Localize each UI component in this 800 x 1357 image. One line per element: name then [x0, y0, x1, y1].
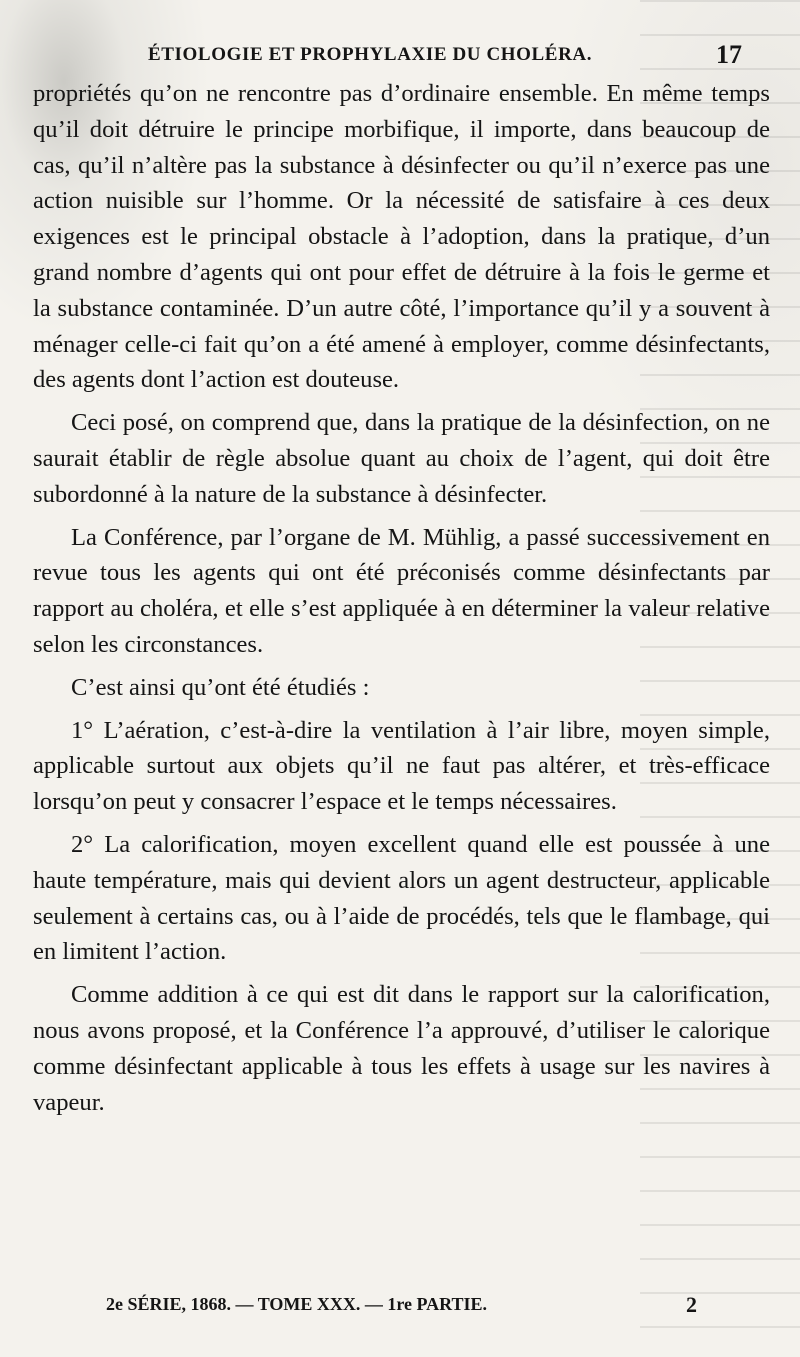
- footer-signature: 2e SÉRIE, 1868. — TOME XXX. — 1re PARTIE.: [106, 1294, 488, 1314]
- running-head-title: ÉTIOLOGIE ET PROPHYLAXIE DU CHOLÉRA.: [148, 44, 593, 65]
- running-head: [0, 40, 800, 70]
- page-footer: [0, 1294, 800, 1318]
- paragraph-6-calorification: 2° La calorification, moyen excellent quand elle est poussée à une haute température, mais qui devient alors un agent destructeur, applicable seulement à certains cas, ou à l’aide de procédés, tels que le flambage, qui en limitent l’action.: [33, 830, 770, 966]
- body-text: [33, 76, 770, 1127]
- paragraph-5-aeration: 1° L’aération, c’est-à-dire la ventilation à l’air libre, moyen simple, applicable surtout aux objets qu’il ne faut pas altérer, et très-efficace lorsqu’on peut y consacrer l’espace et le temps nécessaires.: [33, 716, 770, 816]
- paragraph-7: Comme addition à ce qui est dit dans le rapport sur la calorification, nous avons proposé, et la Conférence l’a approuvé, d’utiliser le calorique comme désinfectant applicable à tous les effets à usage sur les navires à vapeur.: [33, 981, 770, 1116]
- paragraph-1: propriétés qu’on ne rencontre pas d’ordinaire ensemble. En même temps qu’il doit détruire le principe morbifique, il importe, dans beaucoup de cas, qu’il n’altère pas la substance à désinfecter ou qu’il n’exerce pas une action nuisible sur l’homme. Or la nécessité de satisfaire à ces deux exigences est le principal obstacle à l’adoption, dans la pratique, d’un grand nombre d’agents qui ont pour effet de détruire à la fois le germe et la substance contaminée. D’un autre côté, l’importance qu’il y a souvent à ménager celle-ci fait qu’on a été amené à employer, comme désinfectants, des agents dont l’action est douteuse.: [33, 80, 770, 394]
- paragraph-4: C’est ainsi qu’ont été étudiés :: [71, 673, 370, 701]
- page-number: 17: [716, 40, 742, 69]
- paragraph-3: La Conférence, par l’organe de M. Mühlig, a passé successivement en revue tous les agents qui ont été préconisés comme désinfectants par rapport au choléra, et elle s’est appliquée à en déterminer la valeur relative selon les circonstances.: [33, 523, 770, 658]
- sheet-number: 2: [686, 1292, 697, 1317]
- paragraph-2: Ceci posé, on comprend que, dans la pratique de la désinfection, on ne saurait établir de règle absolue quant au choix de l’agent, qui doit être subordonné à la nature de la substance à désinfecter.: [33, 409, 770, 508]
